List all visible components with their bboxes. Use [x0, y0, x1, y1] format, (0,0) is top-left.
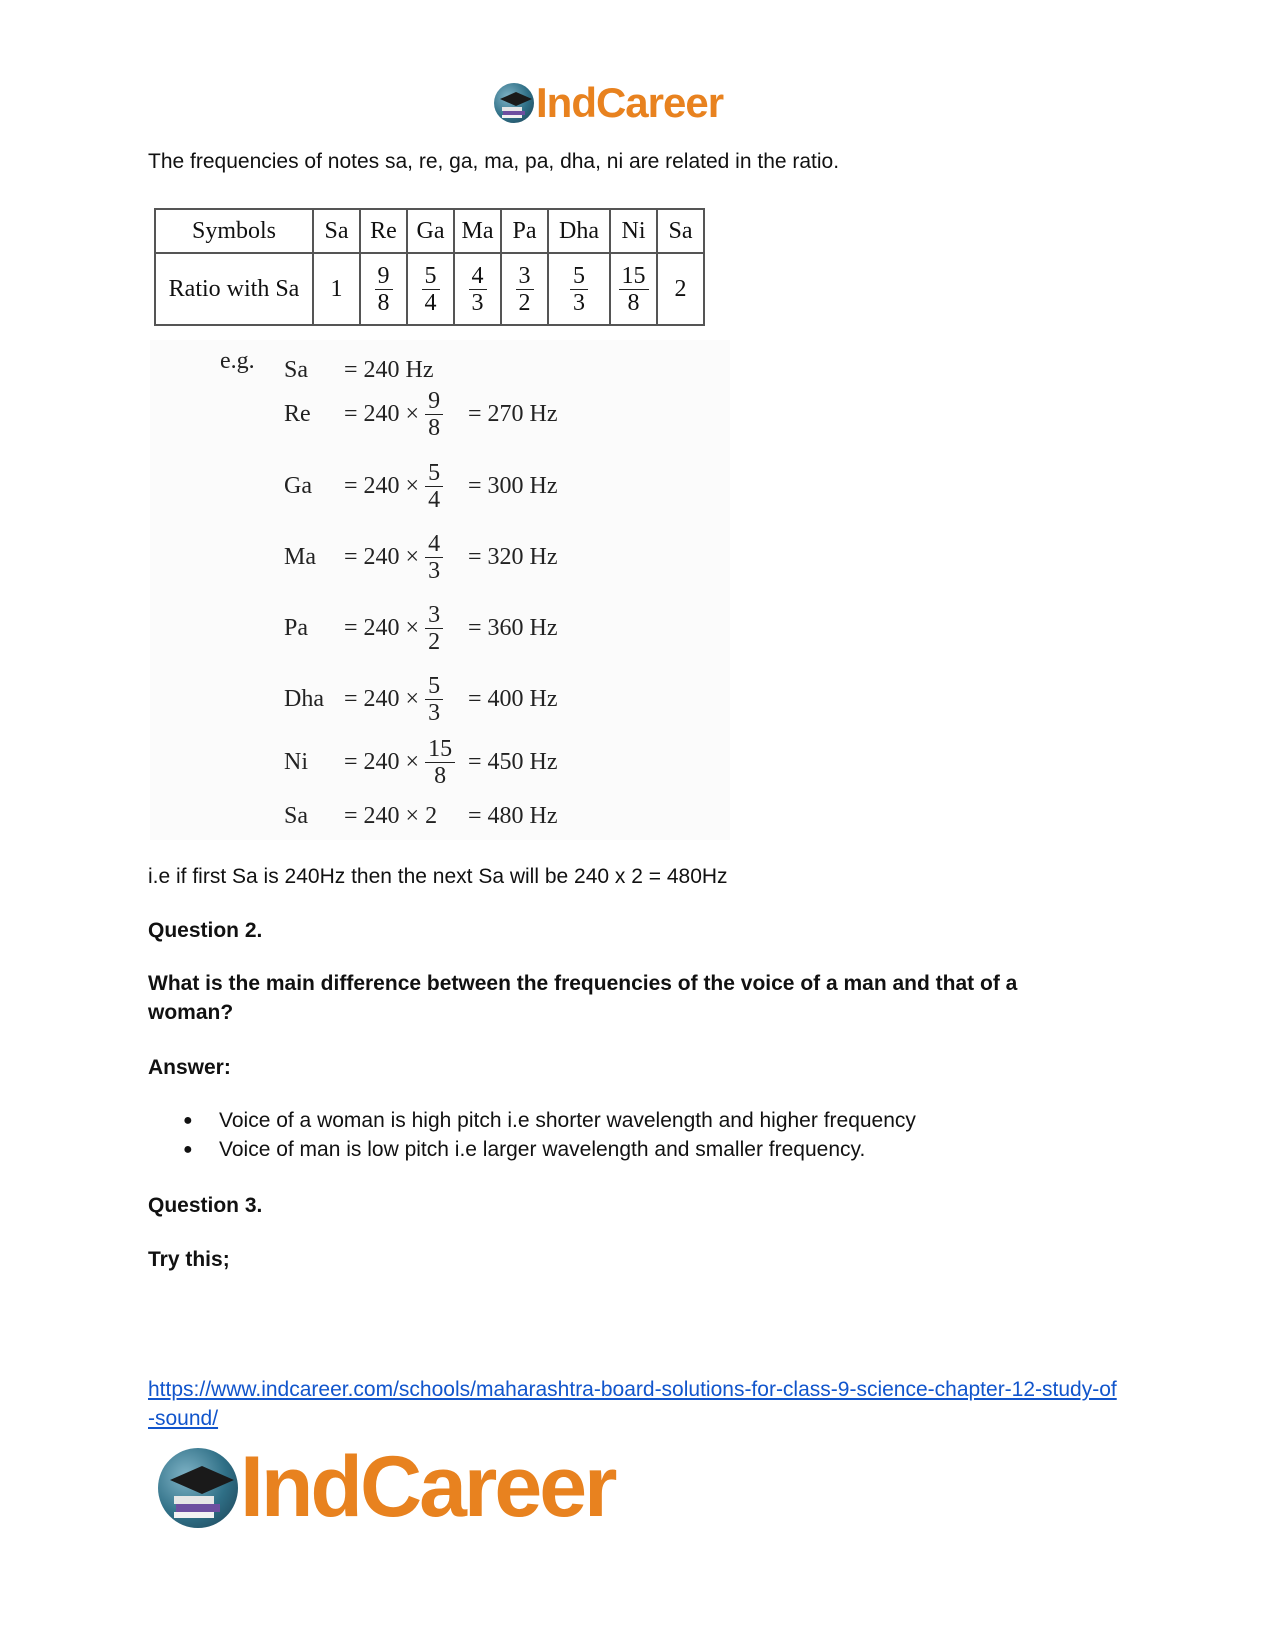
footer-link[interactable]: https://www.indcareer.com/schools/maharashtra-board-solutions-for-class-9-science-chapter-12-study-of-sound/ — [148, 1378, 1117, 1430]
ratio-denominator: 2 — [518, 289, 531, 316]
example-base: = 240 × — [344, 543, 420, 570]
example-note: Ni — [284, 748, 308, 775]
ratio-cell — [501, 253, 548, 325]
example-base: = 240 Hz — [344, 356, 434, 383]
list-item: ● Voice of man is low pitch i.e larger wavelength and smaller frequency. — [148, 1135, 1148, 1164]
note-cell: Pa — [501, 209, 548, 253]
note-cell: Ga — [407, 209, 454, 253]
example-denominator: 2 — [428, 628, 441, 655]
example-note: Ga — [284, 472, 312, 499]
answer-list — [148, 1106, 1148, 1164]
example-expression — [344, 388, 443, 441]
example-expression — [344, 357, 434, 384]
example-base: = 240 × — [344, 472, 420, 499]
ratio-numerator: 5 — [422, 263, 440, 290]
example-result: = 480 Hz — [468, 802, 558, 829]
globe-graduation-cap-icon — [494, 83, 534, 123]
example-result: = 450 Hz — [468, 748, 558, 775]
try-this-text: Try this; — [148, 1248, 230, 1271]
ratio-denominator: 3 — [573, 289, 585, 316]
example-base: = 240 × — [344, 685, 420, 712]
example-base: = 240 × — [344, 614, 420, 641]
note-cell: Ni — [610, 209, 657, 253]
example-note: Ma — [284, 543, 316, 570]
ratio-value: 1 — [330, 275, 343, 302]
example-numerator: 9 — [425, 388, 443, 415]
example-denominator: 8 — [434, 762, 447, 789]
example-numerator: 3 — [425, 602, 443, 629]
globe-graduation-cap-icon — [158, 1448, 238, 1528]
note-cell: Sa — [657, 209, 704, 253]
example-expression — [344, 803, 437, 830]
example-expression — [344, 531, 443, 584]
ratio-numerator: 4 — [469, 263, 487, 290]
example-base: = 240 × — [344, 748, 420, 775]
worked-example — [150, 340, 730, 840]
logo-text: IndCareer — [240, 1439, 615, 1535]
question-3-heading: Question 3. — [148, 1194, 263, 1217]
ratio-cell — [313, 253, 360, 325]
example-result: = 320 Hz — [468, 543, 558, 570]
note-cell: Ma — [454, 209, 501, 253]
ratio-numerator: 9 — [375, 263, 393, 290]
example-note: Re — [284, 400, 311, 427]
ratio-cell — [407, 253, 454, 325]
example-expression — [344, 673, 443, 726]
footer-link-container — [148, 1375, 1118, 1433]
table-row-label: Ratio with Sa — [155, 253, 313, 325]
ratio-cell — [454, 253, 501, 325]
question-2-text: What is the main difference between the frequencies of the voice of a man and that of a woman? — [148, 972, 1018, 1024]
table-ratio-row — [155, 253, 704, 325]
example-denominator: 3 — [428, 557, 441, 584]
example-note: Dha — [284, 685, 324, 712]
example-expression — [344, 736, 455, 789]
example-numerator: 5 — [425, 673, 443, 700]
intro-text: The frequencies of notes sa, re, ga, ma, pa, dha, ni are related in the ratio. — [148, 150, 840, 173]
example-result: = 300 Hz — [468, 472, 558, 499]
ratio-numerator: 15 — [619, 263, 649, 290]
ratio-denominator: 3 — [471, 289, 484, 316]
example-note: Pa — [284, 614, 308, 641]
logo-text: IndCareer — [536, 79, 724, 126]
note-cell: Sa — [313, 209, 360, 253]
ratio-denominator: 8 — [627, 289, 640, 316]
ratio-numerator: 3 — [516, 263, 534, 290]
question-2-heading: Question 2. — [148, 919, 263, 942]
example-note: Sa — [284, 356, 308, 383]
example-result: = 270 Hz — [468, 400, 558, 427]
ratio-cell — [657, 253, 704, 325]
note-cell: Re — [360, 209, 407, 253]
example-denominator: 3 — [428, 699, 441, 726]
ratio-cell — [548, 253, 610, 325]
example-numerator: 15 — [425, 736, 455, 763]
example-base: = 240 × 2 — [344, 802, 438, 829]
example-note: Sa — [284, 802, 308, 829]
example-denominator: 4 — [428, 486, 441, 513]
example-result: = 360 Hz — [468, 614, 558, 641]
example-denominator: 8 — [428, 414, 441, 441]
ratio-cell — [610, 253, 657, 325]
example-base: = 240 × — [344, 400, 420, 427]
ratio-cell — [360, 253, 407, 325]
ratio-denominator: 4 — [424, 289, 437, 316]
ratio-table — [154, 208, 705, 326]
ratio-denominator: 8 — [377, 289, 390, 316]
note-cell: Dha — [548, 209, 610, 253]
example-expression — [344, 602, 443, 655]
example-prefix: e.g. — [220, 348, 255, 374]
answer-heading: Answer: — [148, 1056, 231, 1079]
header-logo — [494, 79, 723, 127]
list-item: ● Voice of a woman is high pitch i.e shorter wavelength and higher frequency — [148, 1106, 1148, 1135]
example-expression — [344, 460, 443, 513]
conclusion-text: i.e if first Sa is 240Hz then the next Sa will be 240 x 2 = 480Hz — [148, 865, 728, 888]
table-header-row — [155, 209, 704, 253]
example-result: = 400 Hz — [468, 685, 558, 712]
ratio-value: 2 — [674, 275, 687, 302]
table-header-label: Symbols — [155, 209, 313, 253]
ratio-numerator: 5 — [570, 263, 588, 290]
footer-logo — [158, 1438, 615, 1537]
example-numerator: 5 — [425, 460, 443, 487]
example-numerator: 4 — [425, 531, 443, 558]
